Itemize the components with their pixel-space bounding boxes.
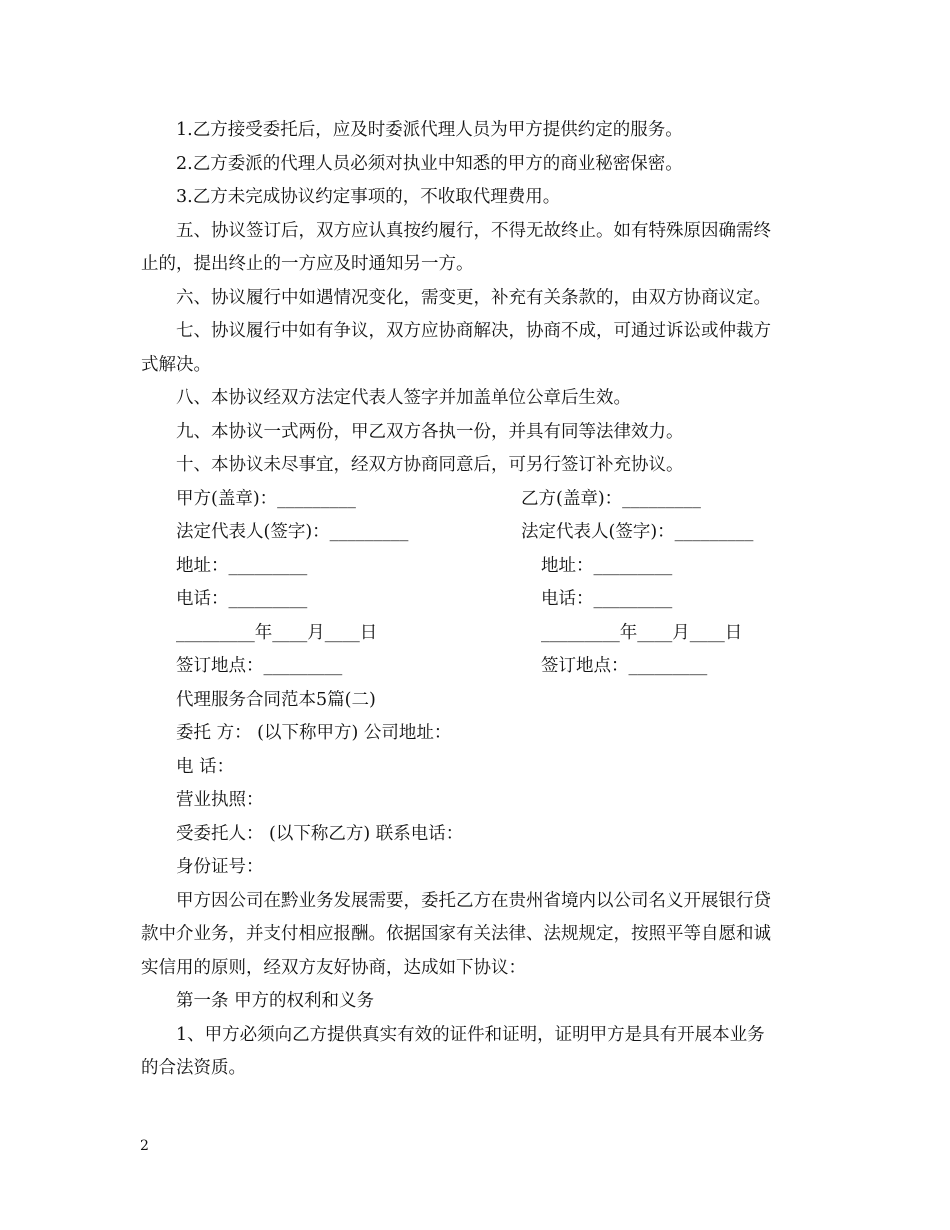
party-a-date: _________年____月____日 [176,623,378,643]
clause-line: 3.乙方未完成协议约定事项的，不收取代理费用。 [176,187,561,207]
phone-line: 电 话： [176,757,235,777]
party-a-signing-place: 签订地点：_________ [176,656,343,676]
client-line: 委托 方： (以下称甲方) 公司地址： [176,723,452,743]
party-b-phone: 电话：_________ [541,589,673,609]
party-b-representative: 法定代表人(签字)：_________ [521,522,754,542]
paragraph-line: 1、甲方必须向乙方提供真实有效的证件和证明，证明甲方是具有开展本业务 [176,1025,765,1045]
page-number: 2 [140,1138,149,1154]
clause-line: 2.乙方委派的代理人员必须对执业中知悉的甲方的商业秘密保密。 [176,154,683,174]
clause-line: 八、本协议经双方法定代表人签字并加盖单位公章后生效。 [176,388,631,408]
party-b-address: 地址：_________ [541,556,673,576]
clause-line: 七、协议履行中如有争议，双方应协商解决，协商不成，可通过诉讼或仲裁方 [176,321,771,341]
section-title: 代理服务合同范本5篇(二) [176,690,376,710]
paragraph-line: 款中介业务，并支付相应报酬。依据国家有关法律、法规规定，按照平等自愿和诚 [141,924,771,944]
party-b-seal: 乙方(盖章)：_________ [521,489,701,509]
license-line: 营业执照： [176,790,264,810]
clause-line: 六、协议履行中如遇情况变化，需变更，补充有关条款的，由双方协商议定。 [176,288,771,308]
clause-line: 九、本协议一式两份，甲乙双方各执一份，并具有同等法律效力。 [176,422,684,442]
party-b-signing-place: 签订地点：_________ [541,656,708,676]
id-number-line: 身份证号： [176,857,264,877]
clause-line: 五、协议签订后，双方应认真按约履行，不得无故终止。如有特殊原因确需终 [176,221,771,241]
article-heading: 第一条 甲方的权利和义务 [176,991,375,1011]
agent-line: 受委托人： (以下称乙方) 联系电话： [176,824,464,844]
clause-line: 十、本协议未尽事宜，经双方协商同意后，可另行签订补充协议。 [176,455,684,475]
party-a-address: 地址：_________ [176,556,308,576]
paragraph-line: 的合法资质。 [141,1058,246,1078]
party-a-phone: 电话：_________ [176,589,308,609]
paragraph-line: 实信用的原则，经双方友好协商，达成如下协议： [141,958,526,978]
paragraph-line: 甲方因公司在黔业务发展需要，委托乙方在贵州省境内以公司名义开展银行贷 [176,891,771,911]
party-a-seal: 甲方(盖章)：_________ [176,489,356,509]
party-b-date: _________年____月____日 [541,623,743,643]
clause-line: 止的，提出终止的一方应及时通知另一方。 [141,254,474,274]
party-a-representative: 法定代表人(签字)：_________ [176,522,409,542]
clause-line: 式解决。 [141,355,211,375]
clause-line: 1.乙方接受委托后，应及时委派代理人员为甲方提供约定的服务。 [176,120,683,140]
